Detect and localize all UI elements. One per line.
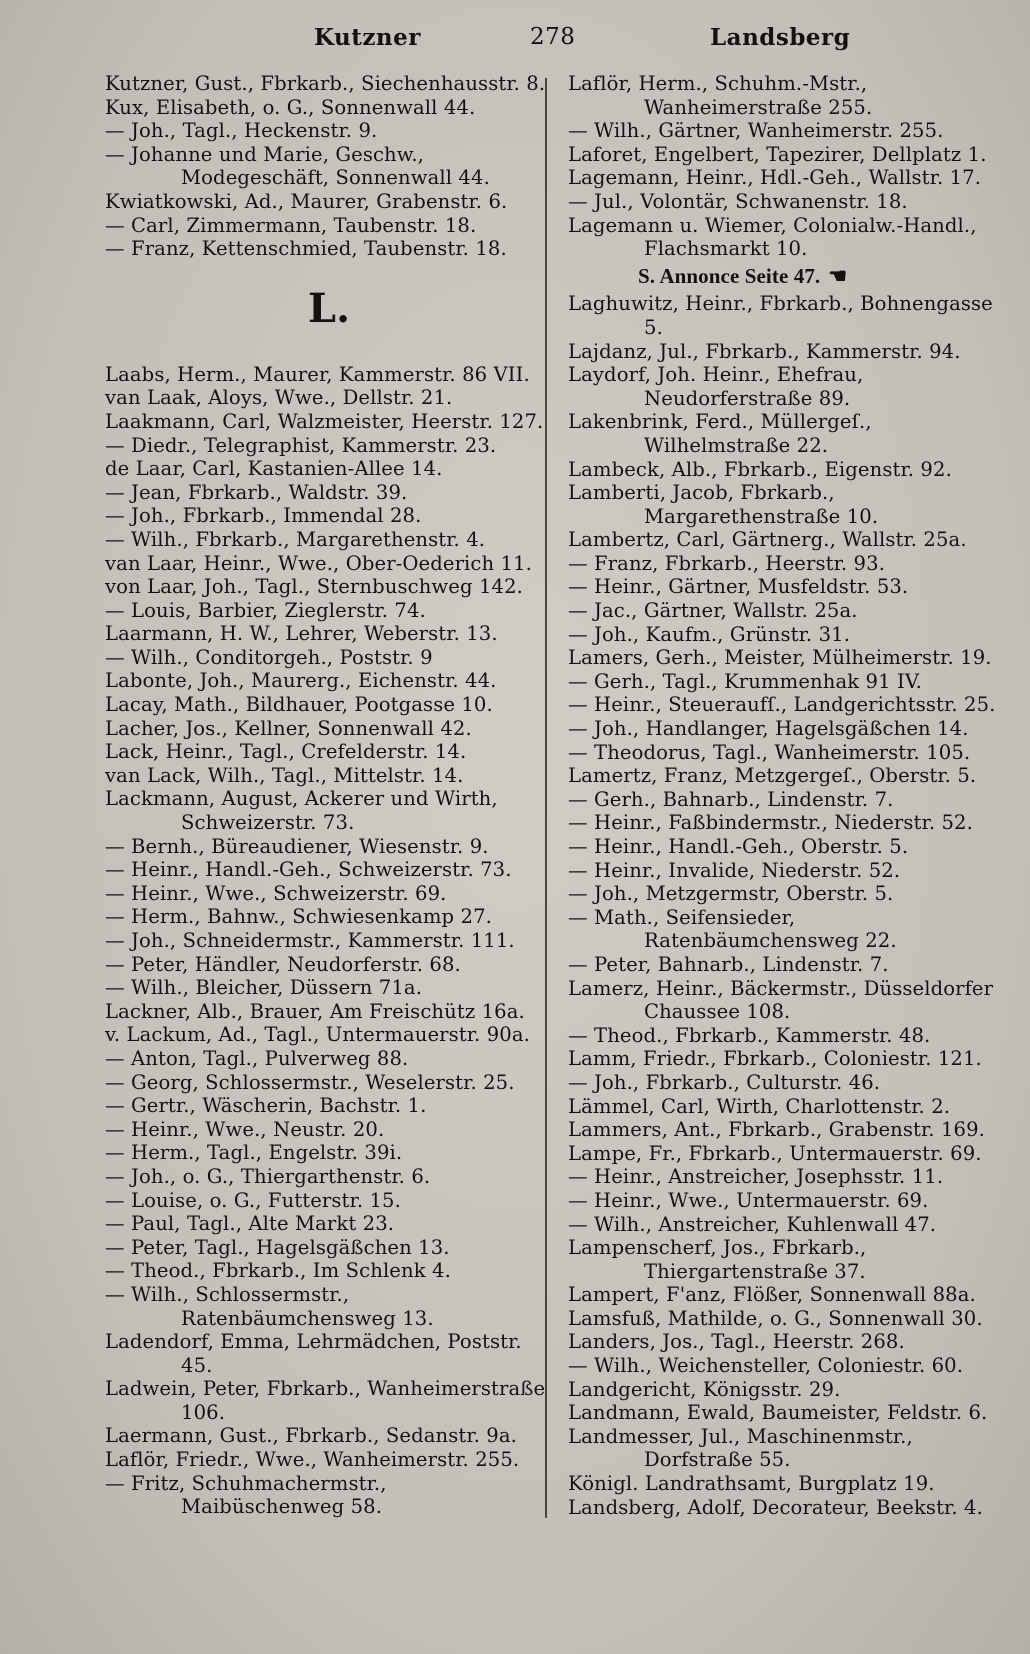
directory-entry: Lackmann, August, Ackerer und Wirth, Schweizerstr. 73. [105,787,498,835]
directory-entry: Lamm, Friedr., Fbrkarb., Coloniestr. 121. [568,1047,982,1071]
directory-entry: Lambertz, Carl, Gärtnerg., Wallstr. 25a. [568,528,967,552]
directory-entry: — Wilh., Fbrkarb., Margarethenstr. 4. [105,527,486,551]
header-right-keyword: Landsberg [710,24,851,51]
directory-entry: — Jul., Volontär, Schwanenstr. 18. [568,189,908,213]
directory-entry: Lampert, F'anz, Flößer, Sonnenwall 88a. [568,1283,976,1307]
annonce-reference [568,265,1000,289]
directory-entry: — Heinr., Invalide, Niederstr. 52. [568,858,901,882]
directory-entry: — Wilh., Weichensteller, Coloniestr. 60. [568,1354,964,1378]
directory-entry: van Laak, Aloys, Wwe., Dellstr. 21. [105,386,453,410]
directory-entry: Lackner, Alb., Brauer, Am Freischütz 16a. [105,999,525,1023]
directory-entry: Lambeck, Alb., Fbrkarb., Eigenstr. 92. [568,457,952,481]
directory-entry: Kux, Elisabeth, o. G., Sonnenwall 44. [105,95,476,119]
directory-entry: — Wilh., Conditorgeh., Poststr. 9 [105,645,433,669]
section-letter: L. [307,284,351,332]
directory-entry: Landgericht, Königsstr. 29. [568,1377,841,1401]
annonce-text: S. Annonce Seite 47. [638,263,821,288]
directory-entry: v. Lackum, Ad., Tagl., Untermauerstr. 90a. [105,1023,530,1047]
directory-entry: — Joh., Handlanger, Hagelsgäßchen 14. [568,717,969,741]
directory-entry: — Anton, Tagl., Pulverweg 88. [105,1046,409,1070]
directory-entry: — Joh., Metzgermstr, Oberstr. 5. [568,882,894,906]
directory-entry: Lacher, Jos., Kellner, Sonnenwall 42. [105,716,472,740]
directory-entry: Laforet, Engelbert, Tapezirer, Dellplatz 1. [568,142,987,166]
directory-entry: Lammers, Ant., Fbrkarb., Grabenstr. 169. [568,1118,985,1142]
directory-entry: Kutzner, Gust., Fbrkarb., Siechenhausstr. 8. [105,72,546,95]
directory-entry: Lamertz, Franz, Metzgergeſ., Oberstr. 5. [568,764,977,788]
directory-entry: Lacay, Math., Bildhauer, Pootgasse 10. [105,693,493,717]
directory-entry: — Math., Seifensieder, Ratenbäumchensweg 22. [568,905,897,953]
directory-entry: Lamsfuß, Mathilde, o. G., Sonnenwall 30. [568,1306,983,1330]
directory-entry: — Fritz, Schuhmachermstr., Maibüschenweg 58. [105,1471,387,1519]
directory-entry: — Franz, Fbrkarb., Heerstr. 93. [568,551,886,575]
directory-entry: — Bernh., Büreaudiener, Wiesenstr. 9. [105,834,489,858]
directory-entry: Lamerz, Heinr., Bäckermstr., Düsseldorfer Chaussee 108. [568,976,994,1024]
directory-entry: — Diedr., Telegraphist, Kammerstr. 23. [105,433,497,457]
directory-entry: — Carl, Zimmermann, Taubenstr. 18. [105,213,477,237]
directory-entry: — Herm., Tagl., Engelstr. 39i. [105,1141,403,1165]
directory-entry: Lämmel, Carl, Wirth, Charlottenstr. 2. [568,1094,951,1118]
directory-entry: — Wilh., Anstreicher, Kuhlenwall 47. [568,1212,937,1236]
directory-entry: — Herm., Bahnw., Schwiesenkamp 27. [105,905,492,929]
directory-entry: — Jean, Fbrkarb., Waldstr. 39. [105,480,408,504]
directory-entry: — Georg, Schlossermstr., Weselerstr. 25. [105,1070,515,1094]
directory-entry: Labonte, Joh., Maurerg., Eichenstr. 44. [105,669,497,693]
directory-entry: Ladendorf, Emma, Lehrmädchen, Poststr. 45. [105,1330,522,1377]
directory-entry: — Heinr., Faßbindermstr., Niederstr. 52. [568,811,973,835]
directory-entry: Laakmann, Carl, Walzmeister, Heerstr. 127. [105,409,544,433]
directory-entry: — Theod., Fbrkarb., Im Schlenk 4. [105,1259,451,1283]
directory-entry: Lakenbrink, Ferd., Müllergeſ., Wilhelmstraße 22. [568,410,872,457]
directory-entry: — Joh., Kaufm., Grünstr. 31. [568,622,851,646]
directory-entry: Laflör, Herm., Schuhm.-Mstr., Wanheimerstraße 255. [568,72,873,119]
directory-entry: Kwiatkowski, Ad., Maurer, Grabenstr. 6. [105,189,508,213]
directory-entry: van Laar, Heinr., Wwe., Ober-Oederich 11. [105,551,532,575]
directory-entry: — Heinr., Steueraufſ., Landgerichtsstr. 25. [568,693,996,717]
directory-entry: van Lack, Wilh., Tagl., Mittelstr. 14. [105,763,464,787]
directory-entry: Lajdanz, Jul., Fbrkarb., Kammerstr. 94. [568,339,961,363]
directory-entry: Landmann, Ewald, Baumeister, Feldstr. 6. [568,1401,988,1425]
directory-entry: — Peter, Tagl., Hagelsgäßchen 13. [105,1235,450,1259]
directory-entry: — Joh., Tagl., Heckenstr. 9. [105,119,378,143]
directory-entry: — Wilh., Schlossermstr., Ratenbäumchensweg 13. [105,1282,434,1330]
directory-entry: de Laar, Carl, Kastanien-Allee 14. [105,457,443,481]
directory-entry: — Heinr., Handl.-Geh., Schweizerstr. 73. [105,858,512,882]
directory-entry: Laarmann, H. W., Lehrer, Weberstr. 13. [105,622,498,646]
directory-entry: Landmesser, Jul., Maschinenmstr., Dorfstraße 55. [568,1424,913,1472]
directory-entry: Lagemann u. Wiemer, Colonialw.-Handl., Flachsmarkt 10. [568,213,977,261]
directory-entry: Lagemann, Heinr., Hdl.-Geh., Wallstr. 17. [568,166,982,190]
directory-entry: Laflör, Friedr., Wwe., Wanheimerstr. 255. [105,1448,520,1472]
page-number: 278 [530,24,576,50]
directory-entry: von Laar, Joh., Tagl., Sternbuschweg 142. [105,575,523,599]
directory-entry: — Theod., Fbrkarb., Kammerstr. 48. [568,1023,931,1047]
directory-entry: Königl. Landrathsamt, Burgplatz 19. [568,1472,935,1496]
directory-entry: — Peter, Bahnarb., Lindenstr. 7. [568,952,889,976]
directory-entry: — Wilh., Gärtner, Wanheimerstr. 255. [568,119,944,143]
directory-entry: — Heinr., Wwe., Neustr. 20. [105,1117,385,1141]
directory-entry: Lampenscherf, Jos., Fbrkarb., Thiergartenstraße 37. [568,1236,867,1283]
directory-entry: Laabs, Herm., Maurer, Kammerstr. 86 VII. [105,362,530,386]
directory-entry: — Joh., Fbrkarb., Culturstr. 46. [568,1070,881,1094]
directory-entry: — Paul, Tagl., Alte Markt 23. [105,1212,395,1236]
directory-entry: Laydorf, Joh. Heinr., Ehefrau, Neudorferstraße 89. [568,363,864,410]
directory-entry: — Joh., o. G., Thiergarthenstr. 6. [105,1164,431,1188]
directory-entry: Landers, Jos., Tagl., Heerstr. 268. [568,1330,905,1354]
pointing-hand-icon: ☚ [828,263,848,288]
directory-entry: Landsberg, Adolf, Decorateur, Beekstr. 4. [568,1495,983,1519]
directory-entry: — Heinr., Anstreicher, Josephsstr. 11. [568,1165,944,1189]
directory-entry: — Heinr., Handl.-Geh., Oberstr. 5. [568,835,909,858]
directory-entry: — Heinr., Wwe., Schweizerstr. 69. [105,881,447,905]
directory-entry: — Jac., Gärtner, Wallstr. 25a. [568,599,858,623]
directory-entry: — Johanne und Marie, Geschw., Modegeschäft, Sonnenwall 44. [105,142,490,190]
directory-entry: — Heinr., Wwe., Untermauerstr. 69. [568,1188,929,1212]
directory-entry: — Joh., Fbrkarb., Immendal 28. [105,504,422,528]
directory-entry: — Gerh., Tagl., Krummenhak 91 IV. [568,669,923,693]
right-column [568,72,1000,1519]
directory-entry: Lamers, Gerh., Meister, Mülheimerstr. 19. [568,646,992,670]
directory-entry: — Peter, Händler, Neudorferstr. 68. [105,952,461,976]
directory-entry: Laghuwitz, Heinr., Fbrkarb., Bohnengasse 5. [568,292,993,339]
directory-entry: — Gertr., Wäscherin, Bachstr. 1. [105,1094,427,1118]
directory-entry: — Joh., Schneidermstr., Kammerstr. 111. [105,929,515,952]
left-column [105,72,553,1519]
directory-entry: Lampe, Fr., Fbrkarb., Untermauerstr. 69. [568,1141,982,1165]
directory-entry: Lamberti, Jacob, Fbrkarb., Margarethenstraße 10. [568,481,879,528]
directory-entry: — Gerh., Bahnarb., Lindenstr. 7. [568,787,894,811]
directory-entry: Laermann, Gust., Fbrkarb., Sedanstr. 9a. [105,1424,517,1448]
directory-entry: Ladwein, Peter, Fbrkarb., Wanheimerstraße 106. [105,1377,546,1424]
directory-entry: Lack, Heinr., Tagl., Crefelderstr. 14. [105,740,467,764]
directory-entry: — Wilh., Bleicher, Düssern 71a. [105,976,423,1000]
directory-entry: — Franz, Kettenschmied, Taubenstr. 18. [105,237,507,261]
directory-entry: — Heinr., Gärtner, Musfeldstr. 53. [568,575,909,599]
directory-entry: — Louise, o. G., Futterstr. 15. [105,1188,401,1212]
directory-entry: — Louis, Barbier, Zieglerstr. 74. [105,598,426,622]
directory-entry: — Theodorus, Tagl., Wanheimerstr. 105. [568,740,971,764]
header-left-keyword: Kutzner [314,24,421,51]
